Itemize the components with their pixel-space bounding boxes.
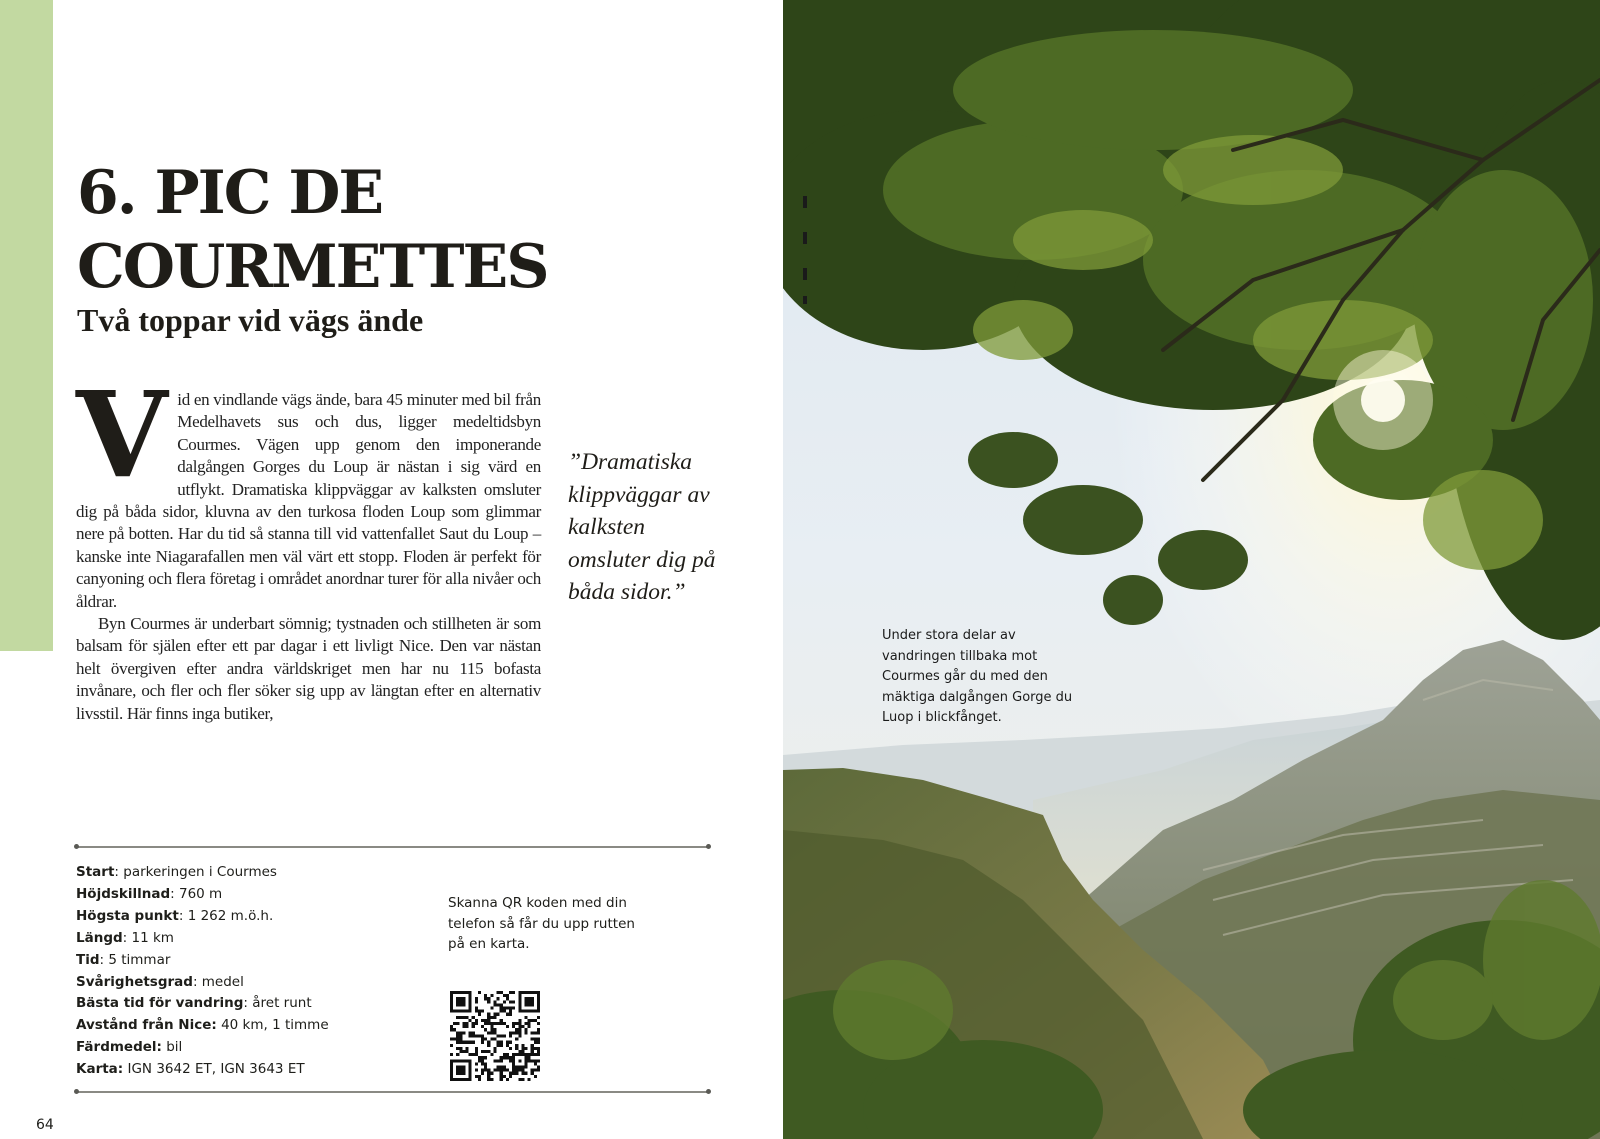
- fact-value: : parkeringen i Courmes: [114, 864, 277, 880]
- fact-key: Svårighetsgrad: [76, 973, 193, 990]
- hike-facts: [76, 862, 436, 1081]
- fact-key: Bästa tid för vandring: [76, 995, 244, 1012]
- article-subtitle: Två toppar vid vägs ände: [77, 302, 424, 338]
- fact-value: : medel: [192, 973, 244, 990]
- fact-key: Färdmedel:: [76, 1039, 162, 1056]
- fact-row: [76, 950, 436, 972]
- fact-value: : 5 timmar: [99, 951, 171, 968]
- fact-value: : 1 262 m.ö.h.: [178, 907, 274, 924]
- fact-value: : året runt: [243, 995, 312, 1012]
- fact-value: bil: [161, 1039, 183, 1056]
- title-line-2: COURMETTES: [77, 232, 548, 302]
- article-title: [77, 156, 717, 304]
- divider-top: [76, 846, 709, 848]
- qr-code[interactable]: [450, 991, 540, 1081]
- qr-instruction: Skanna QR koden med din telefon så får du upp rutten på en karta.: [448, 895, 635, 952]
- fact-row: [76, 928, 436, 950]
- fact-value: 40 km, 1 timme: [216, 1017, 329, 1034]
- fact-key: Avstånd från Nice:: [76, 1017, 217, 1034]
- fact-row: [76, 884, 436, 906]
- divider-bottom: [76, 1091, 709, 1093]
- fact-row: [76, 972, 436, 994]
- fact-key: Tid: [76, 951, 100, 968]
- paragraph-2: Byn Courmes är underbart sömnig; tystnaden och stillheten är som balsam för själen efter ett par dagar i ett livligt Nice. Den var nästan helt övergiven efter andra världskriget men har nu 115 bofasta invånare, och fler och fler söker sig upp av längtan efter en alternativ livsstil. Här finns inga butiker,: [76, 614, 541, 723]
- fact-row: [76, 1015, 436, 1037]
- fact-row: [76, 1059, 436, 1081]
- drop-cap: V: [76, 365, 168, 504]
- fact-key: Höjdskillnad: [76, 885, 171, 902]
- pull-quote: ”Dramatiska klippväggar av kalksten omsluter dig på båda sidor.”: [568, 449, 716, 605]
- fact-row: [76, 993, 436, 1015]
- paragraph-1: [76, 365, 541, 613]
- accent-bar: [0, 0, 53, 651]
- left-page: [0, 0, 783, 1139]
- fact-value: : 760 m: [170, 885, 223, 902]
- gorge-illustration: [783, 0, 1600, 1139]
- title-line-1: 6. PIC DE: [77, 158, 383, 228]
- fact-key: Längd: [76, 929, 123, 946]
- article-body: [76, 365, 541, 725]
- photo-caption: Under stora delar av vandringen tillbaka mot Courmes går du med den mäktiga dalgången Gorge du Luop i blickfånget.: [882, 628, 1073, 725]
- fact-row: [76, 1037, 436, 1059]
- fact-row: [76, 906, 436, 928]
- fact-row: [76, 862, 436, 884]
- fact-key: Start: [76, 864, 115, 880]
- fact-value: : 11 km: [122, 929, 174, 946]
- fact-value: IGN 3642 ET, IGN 3643 ET: [123, 1061, 305, 1078]
- paragraph-1-text: id en vindlande vägs ände, bara 45 minuter med bil från Medelhavets sus och dus, ligger medeltidsbyn Courmes. Vägen upp genom den imponerande dalgången Gorges du Loup är nästan i sig värd en utflykt. Dramatiska klippväggar av kalksten omsluter dig på båda sidor, kluvna av den turkosa floden Loup som glimmar nere på botten. Har du tid så stanna till vid vattenfallet Saut du Loup – kanske inte Niagarafallen men väl värt ett stopp. Floden är perfekt för canyoning och flera företag i området anordnar turer för alla nivåer och åldrar.: [76, 390, 541, 611]
- landscape-photo: [783, 0, 1600, 1139]
- fact-key: Högsta punkt: [76, 907, 179, 924]
- page-number: 64: [36, 1117, 54, 1133]
- fact-key: Karta:: [76, 1061, 124, 1078]
